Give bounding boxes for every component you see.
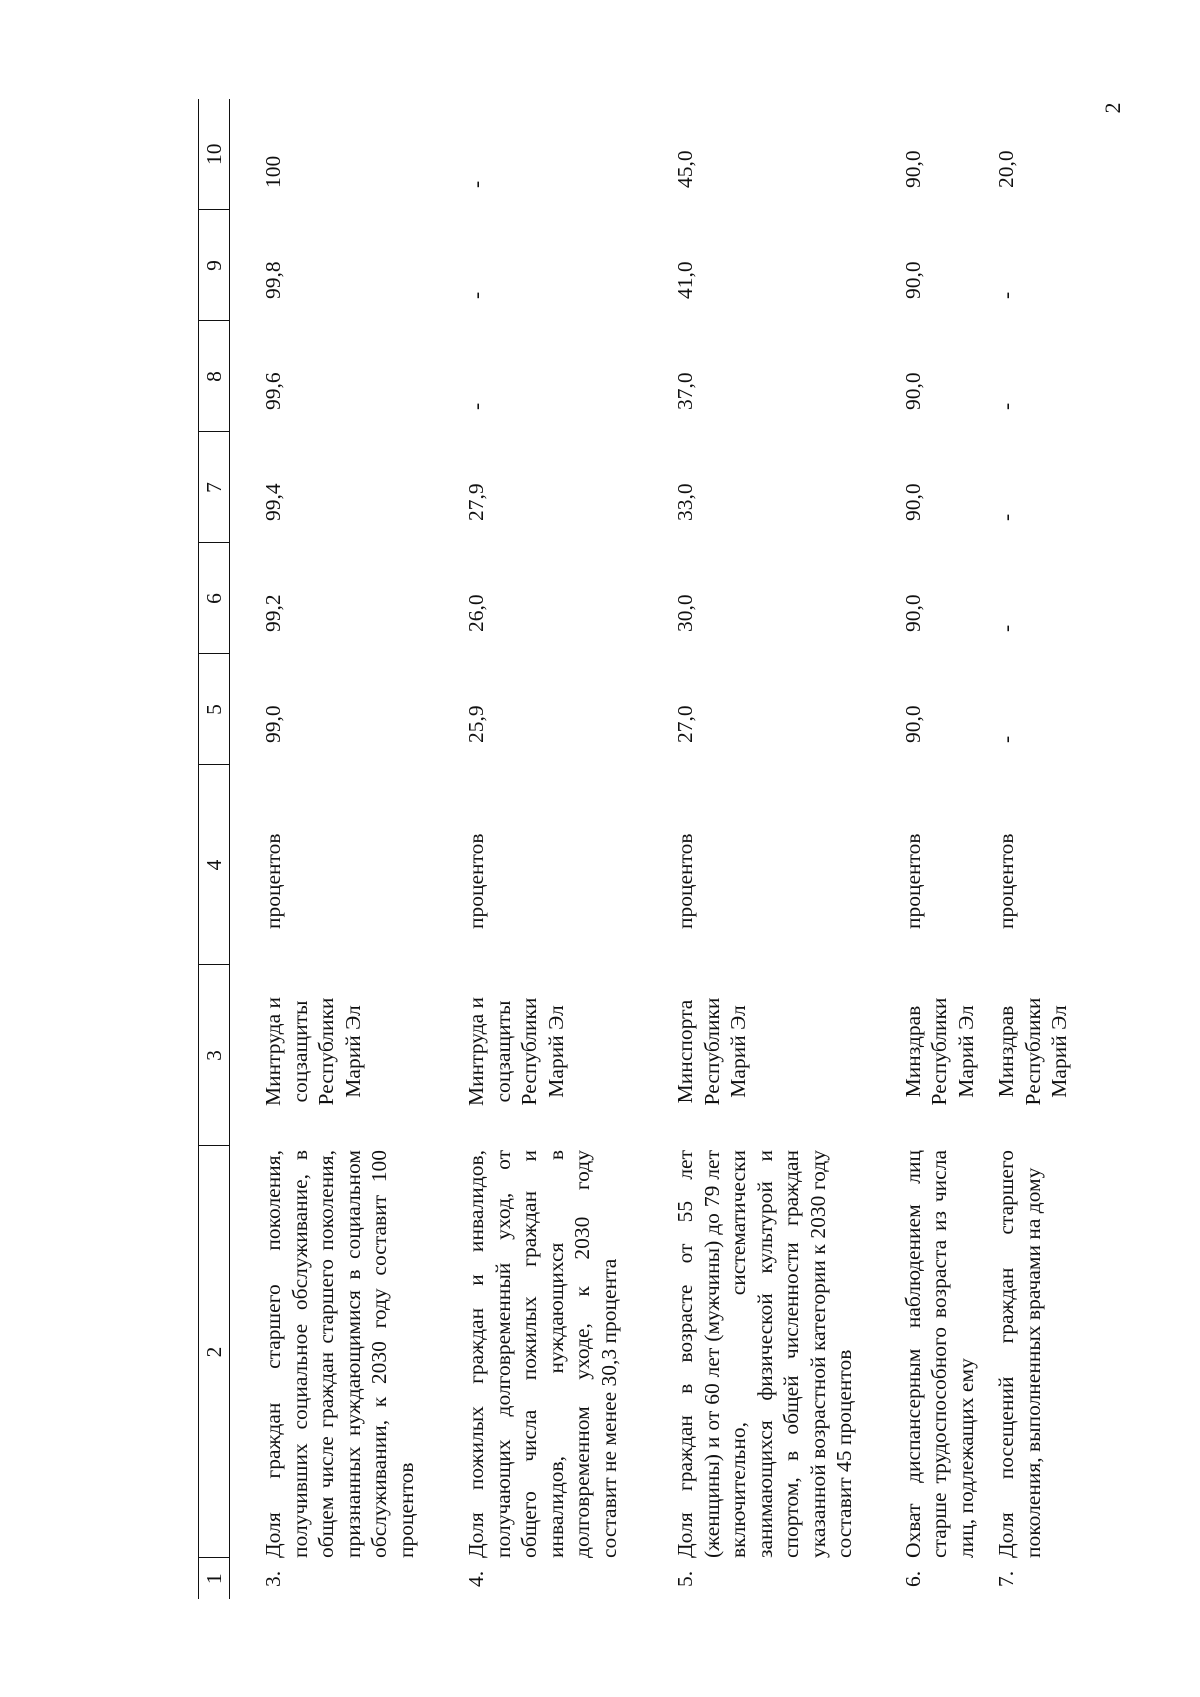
column-header: 2 <box>199 1146 230 1558</box>
table-row <box>419 99 622 1599</box>
indicator-name: Охват диспансерным наблюдением лиц старше трудоспособного возраста из числа лиц, подлежащих ему <box>900 1150 978 1558</box>
page-number: 2 <box>1100 102 1125 114</box>
responsible-body: Минздрав Республики Марий Эл <box>994 997 1071 1106</box>
indicator-value: 99,8 <box>261 261 285 299</box>
indicator-value: 45,0 <box>673 150 697 188</box>
column-header: 3 <box>199 965 230 1146</box>
unit-of-measure: процентов <box>900 833 925 929</box>
indicator-value: - <box>994 624 1018 632</box>
unit-of-measure: процентов <box>994 833 1018 929</box>
row-number: 7. <box>994 1570 1018 1587</box>
column-header: 1 <box>199 1558 230 1599</box>
column-header: 8 <box>199 321 230 432</box>
indicator-value: 26,0 <box>464 594 488 632</box>
indicator-name: Доля пожилых граждан и инвалидов, получающих долговременный уход, от общего числа пожилых граждан и инвалидов, нуждающихся в долговременном уходе, к 2030 году составит не менее 30,3 процента <box>464 1150 621 1558</box>
indicator-value: 27,0 <box>673 705 697 743</box>
indicator-name: Доля граждан старшего поколения, получивших социальное обслуживание, в общем числе граждан старшего поколения, признанных нуждающимися в социальном обслуживании, к 2030 году составит 100 процентов <box>261 1150 418 1558</box>
indicator-value: - <box>464 180 488 188</box>
indicator-value: 90,0 <box>900 705 925 743</box>
indicator-value: - <box>464 402 488 410</box>
indicator-value: 27,9 <box>464 483 488 521</box>
column-header: 5 <box>199 654 230 765</box>
indicator-value: 90,0 <box>900 594 925 632</box>
indicator-value: 25,9 <box>464 705 488 743</box>
row-number: 5. <box>673 1570 697 1587</box>
indicator-value: - <box>994 291 1018 299</box>
table-row <box>230 99 420 1599</box>
column-header: 6 <box>199 543 230 654</box>
indicator-value: 100 <box>261 155 285 188</box>
indicator-value: - <box>994 513 1018 521</box>
indicator-name: Доля граждан в возрасте от 55 лет (женщины) и от 60 лет (мужчины) до 79 лет включительно, систематически занимающихся физической культурой и спортом, в общей численности граждан указанной возрастной категории к 2030 году составит 45 процентов <box>673 1150 856 1558</box>
indicator-name: Доля посещений граждан старшего поколения, выполненных врачами на дому <box>994 1150 1045 1558</box>
row-number: 6. <box>900 1570 925 1587</box>
column-header: 9 <box>199 210 230 321</box>
unit-of-measure: процентов <box>261 833 285 929</box>
indicator-value: 90,0 <box>900 372 925 410</box>
indicator-value: 99,0 <box>261 705 285 743</box>
indicator-value: 33,0 <box>673 483 697 521</box>
responsible-body: Минтруда и соцзащиты Республики Марий Эл <box>464 997 568 1107</box>
table-row <box>858 99 980 1599</box>
indicator-value: - <box>464 291 488 299</box>
column-header: 4 <box>199 765 230 965</box>
column-header: 10 <box>199 99 230 210</box>
indicator-value: - <box>994 735 1018 743</box>
indicator-value: 30,0 <box>673 594 697 632</box>
table-row <box>979 99 1073 1599</box>
responsible-body: Минздрав Республики Марий Эл <box>900 997 978 1106</box>
indicator-value: 90,0 <box>900 261 925 299</box>
indicator-value: 99,4 <box>261 483 285 521</box>
rotated-table-container <box>198 99 1071 1599</box>
responsible-body: Минспорта Республики Марий Эл <box>673 997 750 1106</box>
column-header: 7 <box>199 432 230 543</box>
indicator-value: 37,0 <box>673 372 697 410</box>
indicator-value: 90,0 <box>900 150 925 188</box>
indicator-value: 99,2 <box>261 594 285 632</box>
indicator-value: 99,6 <box>261 372 285 410</box>
table-row <box>622 99 858 1599</box>
indicator-value: 20,0 <box>994 150 1018 188</box>
responsible-body: Минтруда и соцзащиты Республики Марий Эл <box>261 997 365 1107</box>
unit-of-measure: процентов <box>464 833 488 929</box>
indicators-table <box>198 99 1073 1599</box>
row-number: 3. <box>261 1570 285 1587</box>
column-number-row <box>199 99 230 1599</box>
indicator-value: 90,0 <box>900 483 925 521</box>
indicator-value: 41,0 <box>673 261 697 299</box>
unit-of-measure: процентов <box>673 833 697 929</box>
indicator-value: - <box>994 402 1018 410</box>
row-number: 4. <box>464 1570 488 1587</box>
